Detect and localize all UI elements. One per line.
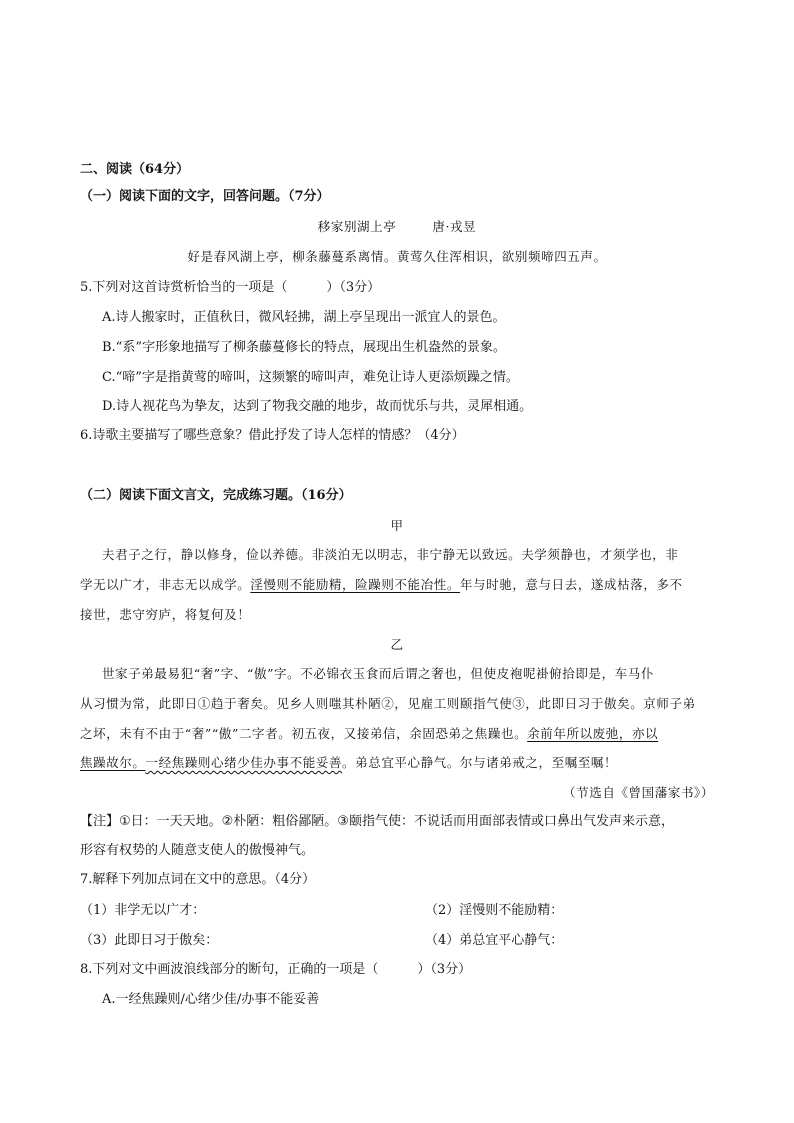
q8-option-a: A.一经焦躁则/心绪少佳/办事不能妥善 <box>102 992 320 1007</box>
passage-jia-line-1: 夫君子之行，静以修身，俭以养德。非淡泊无以明志，非宁静无以致远。夫学须静也，才须学也，非 <box>102 547 679 562</box>
q7-item-4: （4）弟总宜平心静气： <box>425 933 564 948</box>
q5-option-b: B.“系”字形象地描写了柳条藤蔓修长的特点，展现出生机盎然的景象。 <box>102 340 506 355</box>
note-line-2: 形容有权势的人随意支使人的傲慢神气。 <box>80 843 315 858</box>
part2-heading: （二）阅读下面文言文，完成练习题。（16分） <box>80 488 352 503</box>
q7-item-2: （2）淫慢则不能励精： <box>425 903 564 918</box>
passage-yi-line-4 <box>80 754 617 772</box>
jia-text-a: 学无以广才，非志无以成学。 <box>80 577 251 592</box>
poem-author: 唐·戎昱 <box>432 219 477 234</box>
note-line-1: 【注】①日：一天天地。②朴陋：粗俗鄙陋。③颐指气使：不说话而用面部表情或口鼻出气发声来示意， <box>80 814 674 829</box>
passage-jia-label: 甲 <box>390 518 404 533</box>
jia-underlined-sentence: 淫慢则不能励精，险躁则不能冶性。 <box>250 577 460 592</box>
q5-option-d: D.诗人视花鸟为挚友，达到了物我交融的地步，故而忧乐与共，灵犀相通。 <box>102 399 533 414</box>
part1-heading: （一）阅读下面的文字，回答问题。（7分） <box>80 189 330 204</box>
passage-yi-line-2: 从习惯为常，此即日①趋于奢矣。见乡人则嗤其朴陋②，见雇工则颐指气使③，此即日习于傲矣。京师子弟 <box>80 696 696 711</box>
q6-stem: 6.诗歌主要描写了哪些意象？借此抒发了诗人怎样的情感？（4分） <box>80 428 465 443</box>
q7-stem: 7.解释下列加点词在文中的意思。（4分） <box>80 872 316 887</box>
yi-underlined-end: 焦躁故尔。 <box>80 755 146 770</box>
yi-wavy-sentence: 一经焦躁则心绪少佳办事不能妥善 <box>145 755 343 770</box>
passage-yi-label: 乙 <box>390 637 404 652</box>
q7-item-3: （3）此即日习于傲矣： <box>80 933 219 948</box>
poem-text: 好是春风湖上亭，柳条藤蔓系离情。黄莺久住浑相识，欲别频啼四五声。 <box>187 249 607 264</box>
poem-title-line <box>0 218 794 236</box>
q5-stem: 5.下列对这首诗赏析恰当的一项是（ ）（3分） <box>80 280 381 295</box>
yi-text-c: 。弟总宜平心静气。尔与诸弟戒之，至嘱至嘱！ <box>342 755 618 770</box>
q5-option-c: C.“啼”字是指黄莺的啼叫，这频繁的啼叫声，难免让诗人更添烦躁之情。 <box>102 370 519 385</box>
section-title: 二、阅读（64分） <box>80 162 190 177</box>
q7-item-1: （1）非学无以广才： <box>80 903 206 918</box>
passage-jia-line-2 <box>80 576 683 594</box>
jia-text-c: 年与时驰，意与日去，遂成枯落，多不 <box>459 577 683 592</box>
yi-underlined-start: 余前年所以废弛，亦以 <box>527 726 659 741</box>
passage-yi-line-3 <box>80 725 658 743</box>
passage-yi-line-1: 世家子弟最易犯“奢”字、“傲”字。不必锦衣玉食而后谓之奢也，但使皮袍呢褂俯拾即是，车马仆 <box>102 666 654 681</box>
passage-jia-line-3: 接世，悲守穷庐，将复何及！ <box>80 607 251 622</box>
yi-text-a: 之坏，未有不由于“奢”“傲”二字者。初五夜，又接弟信，余固恐弟之焦躁也。 <box>80 726 528 741</box>
q5-option-a: A.诗人搬家时，正值秋日，微风轻拂，湖上亭呈现出一派宜人的景色。 <box>102 310 506 325</box>
q8-stem: 8.下列对文中画波浪线部分的断句，正确的一项是（ ）（3分） <box>80 962 472 977</box>
source-citation: （节选自《曾国藩家书》） <box>563 785 714 800</box>
poem-title: 移家别湖上亭 <box>317 219 397 234</box>
